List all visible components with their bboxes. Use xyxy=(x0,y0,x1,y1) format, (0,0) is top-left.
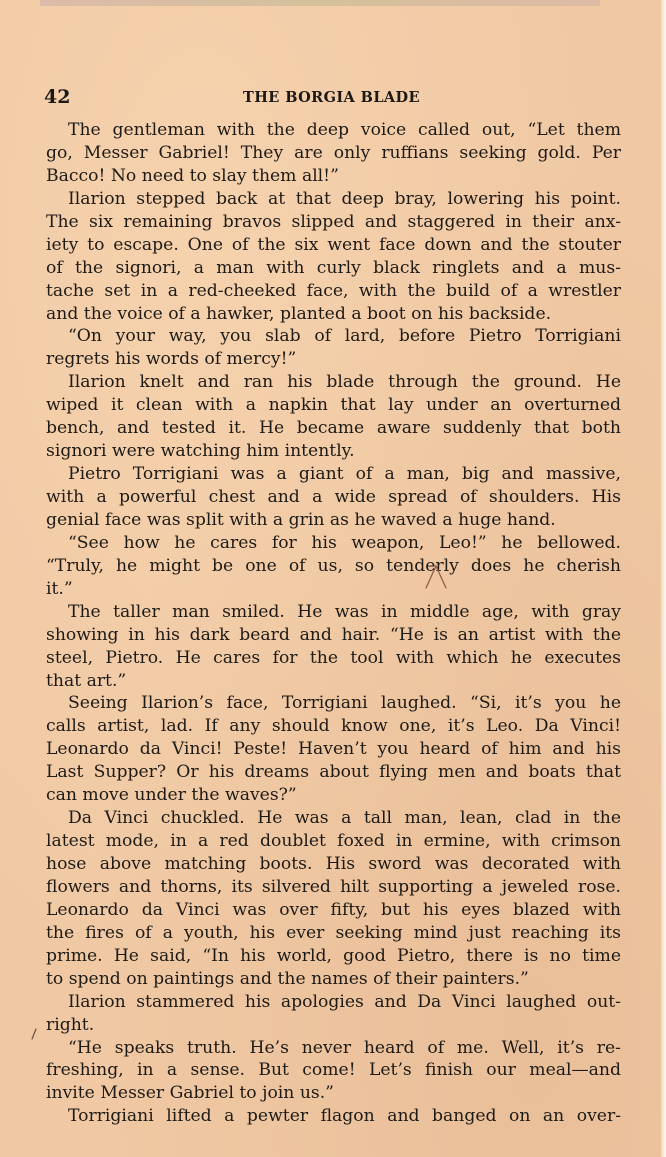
text-line: Bacco! No need to slay them all!” xyxy=(46,165,339,186)
text-line: it.” xyxy=(46,578,73,599)
text-line: steel, Pietro. He cares for the tool with which he executes xyxy=(46,647,621,668)
running-title: THE BORGIA BLADE xyxy=(243,89,420,106)
text-line: that art.” xyxy=(46,670,127,691)
text-line: Torrigiani lifted a pewter flagon and banged on an over- xyxy=(68,1106,621,1127)
text-line: latest mode, in a red doublet foxed in ermine, with crimson xyxy=(46,831,621,852)
text-line: Leonardo da Vinci was over fifty, but his eyes blazed with xyxy=(46,899,621,920)
text-line: The taller man smiled. He was in middle age, with gray xyxy=(68,601,621,622)
text-line: regrets his words of mercy!” xyxy=(46,349,297,370)
text-line: invite Messer Gabriel to join us.” xyxy=(46,1083,334,1104)
text-line: the fires of a youth, his ever seeking mind just reaching its xyxy=(46,922,621,943)
text-line: “On your way, you slab of lard, before Pietro Torrigiani xyxy=(68,326,621,347)
text-line: calls artist, lad. If any should know one, it’s Leo. Da Vinci! xyxy=(46,716,621,737)
text-line: “See how he cares for his weapon, Leo!” he bellowed. xyxy=(68,532,621,553)
text-line: go, Messer Gabriel! They are only ruffians seeking gold. Per xyxy=(46,142,621,163)
text-line: prime. He said, “In his world, good Pietro, there is no time xyxy=(46,945,621,966)
text-line: genial face was split with a grin as he waved a huge hand. xyxy=(46,509,556,530)
text-line: right. xyxy=(46,1014,95,1035)
text-line: “Truly, he might be one of us, so tenderly does he cherish xyxy=(46,555,621,576)
text-line: with a powerful chest and a wide spread of shoulders. His xyxy=(46,487,621,507)
text-line: wiped it clean with a napkin that lay under an overturned xyxy=(46,395,621,416)
page-right-edge xyxy=(661,0,666,1157)
text-line: Ilarion knelt and ran his blade through the ground. He xyxy=(68,372,621,393)
text-line: to spend on paintings and the names of their painters.” xyxy=(46,968,529,989)
text-line: freshing, in a sense. But come! Let’s finish our meal—and xyxy=(46,1060,621,1081)
text-line: bench, and tested it. He became aware suddenly that both xyxy=(46,418,621,439)
text-line: Last Supper? Or his dreams about flying men and boats that xyxy=(46,762,621,783)
text-line: Ilarion stepped back at that deep bray, lowering his point. xyxy=(68,188,621,209)
page-number: 42 xyxy=(44,86,71,108)
text-line: “He speaks truth. He’s never heard of me. Well, it’s re- xyxy=(68,1037,621,1058)
body-text xyxy=(46,119,621,1128)
text-line: iety to escape. One of the six went face down and the stouter xyxy=(46,234,621,255)
text-line: tache set in a red-cheeked face, with the build of a wrestler xyxy=(46,280,621,301)
text-line: Da Vinci chuckled. He was a tall man, lean, clad in the xyxy=(68,808,621,829)
text-line: of the signori, a man with curly black ringlets and a mus- xyxy=(46,257,621,278)
text-line: hose above matching boots. His sword was decorated with xyxy=(46,854,621,874)
text-line: Pietro Torrigiani was a giant of a man, big and massive, xyxy=(68,464,621,485)
text-line: signori were watching him intently. xyxy=(46,441,355,462)
text-line: The gentleman with the deep voice called out, “Let them xyxy=(68,120,621,140)
page-top-edge xyxy=(40,0,600,6)
pencil-tick-mark xyxy=(30,1028,38,1040)
text-line: The six remaining bravos slipped and staggered in their anx- xyxy=(46,211,621,232)
text-line: flowers and thorns, its silvered hilt supporting a jeweled rose. xyxy=(46,876,621,897)
text-line: Seeing Ilarion’s face, Torrigiani laughed. “Si, it’s you he xyxy=(68,693,621,714)
text-line: and the voice of a hawker, planted a boot on his backside. xyxy=(46,303,552,324)
text-line: can move under the waves?” xyxy=(46,785,297,806)
page-header xyxy=(44,86,629,112)
text-line: showing in his dark beard and hair. “He is an artist with the xyxy=(46,624,621,645)
pencil-caret-mark xyxy=(424,560,448,590)
text-line: Ilarion stammered his apologies and Da Vinci laughed out- xyxy=(68,991,621,1012)
text-line: Leonardo da Vinci! Peste! Haven’t you heard of him and his xyxy=(46,739,621,760)
